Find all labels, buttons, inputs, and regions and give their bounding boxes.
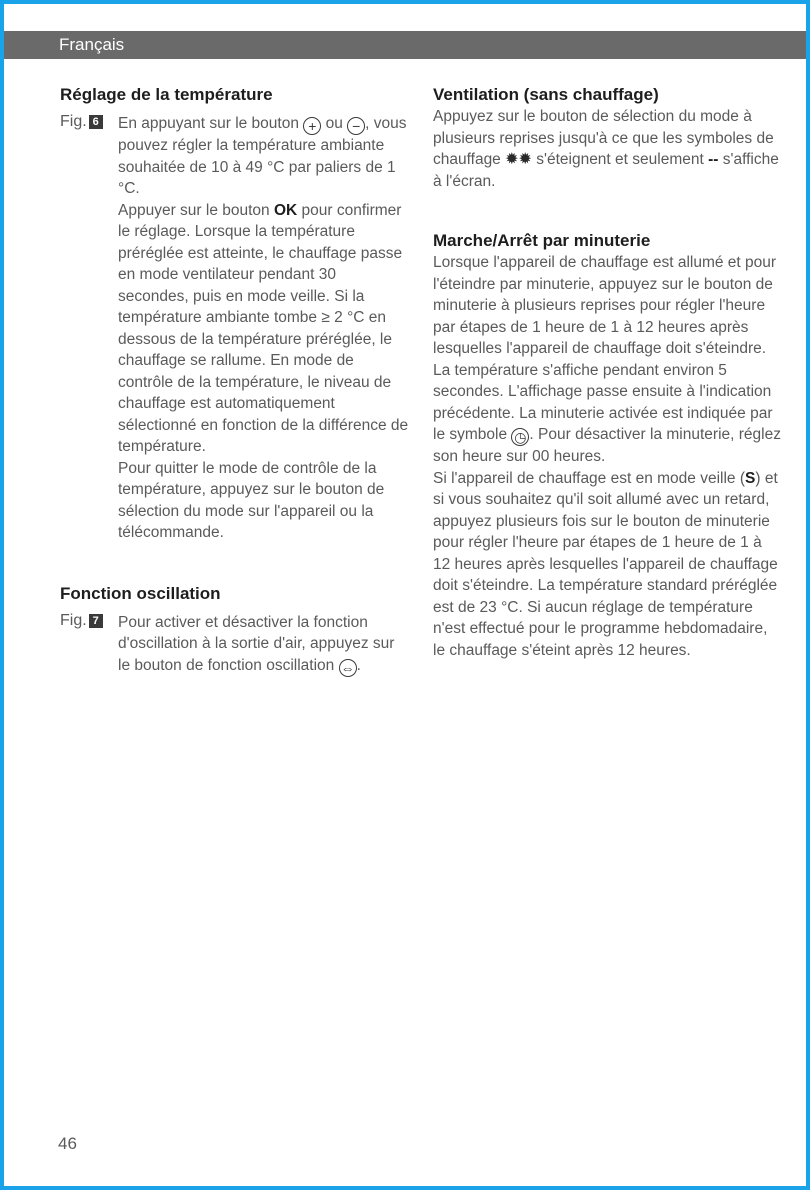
- dashes-display: --: [708, 151, 719, 168]
- fig-7-label: Fig. 7: [60, 612, 103, 630]
- fig-6-block: [60, 113, 410, 544]
- timer-icon: ◷: [511, 428, 529, 446]
- ventilation-paragraph: Appuyez sur le bouton de sélection du mode à plusieurs reprises jusqu'à ce que les symboles de chauffage ✹✹ s'éteignent et seulement -- s'affiche à l'écran.: [433, 108, 779, 190]
- fig-7-number: 7: [89, 614, 103, 628]
- left-column: [60, 84, 410, 677]
- temperature-paragraph-1: En appuyant sur le bouton + ou − , vous pouvez régler la température ambiante souhaitée de 10 à 49 °C par paliers de 1 °C.: [118, 115, 407, 197]
- heating-sun-icon-small: ✹: [505, 151, 519, 168]
- fig-7-block: [60, 612, 410, 677]
- temperature-paragraph-3: Pour quitter le mode de contrôle de la température, appuyez sur le bouton de sélection du mode sur l'appareil ou la télécommande.: [118, 459, 385, 541]
- section-title-timer: Marche/Arrêt par minuterie: [433, 231, 651, 250]
- timer-paragraph-1: Lorsque l'appareil de chauffage est allumé et pour l'éteindre par minuterie, appuyez sur le bouton de minuterie à plusieurs reprises pour régler l'heure par étapes de 1 heure de 1 à 12 heures après lesquelles l'appareil de chauffage doit s'éteindre. La température s'affiche pendant environ 5 secondes. L'affichage passe ensuite à l'indication précédente. La minuterie activée est indiquée par le symbole ◷ . Pour désactiver la minuterie, réglez son heure sur 00 heures.: [433, 254, 781, 465]
- language-header: [4, 31, 806, 59]
- fig-6-label: Fig. 6: [60, 113, 103, 131]
- oscillation-paragraph: Pour activer et désactiver la fonction d'oscillation à la sortie d'air, appuyez sur le bouton de fonction oscillation ⇔ .: [118, 613, 395, 676]
- minus-circle-icon: −: [347, 117, 365, 135]
- standby-s-symbol: S: [745, 469, 756, 487]
- timer-paragraph-2: Si l'appareil de chauffage est en mode veille (S) et si vous souhaitez qu'il soit allumé avec un retard, appuyez plusieurs fois sur le bouton de minuterie pour régler l'heure par étapes de 1 heure de 1 à 12 heures après lesquelles l'appareil de chauffage doit s'éteindre. La température standard préréglée est de 23 °C. Si aucun réglage de température n'est effectué pour le programme hebdomadaire, le chauffage s'éteint après 12 heures.: [433, 469, 778, 659]
- section-title-oscillation: Fonction oscillation: [60, 583, 221, 603]
- section-title-ventilation: Ventilation (sans chauffage): [433, 85, 659, 104]
- right-column: [433, 84, 783, 661]
- plus-circle-icon: +: [303, 117, 321, 135]
- temperature-paragraph-2: Appuyer sur le bouton OK pour confirmer le réglage. Lorsque la température préréglée est atteinte, le chauffage passe en mode ventilateur pendant 30 secondes, puis en mode veille. Si la température ambiante tombe ≥ 2 °C en dessous de la température préréglée, le chauffage se rallume. En mode de contrôle de la température, le niveau de chauffage est automatiquement sélectionné en fonction de la différence de température.: [118, 201, 409, 455]
- oscillation-icon: ⇔: [340, 659, 355, 676]
- ok-button-label: OK: [273, 201, 298, 219]
- language-label: Français: [59, 35, 125, 54]
- page-number: 46: [58, 1134, 77, 1153]
- heating-sun-icon-large: ✹: [518, 151, 532, 168]
- section-title-temperature: Réglage de la température: [60, 85, 273, 104]
- fig-6-number: 6: [89, 115, 103, 129]
